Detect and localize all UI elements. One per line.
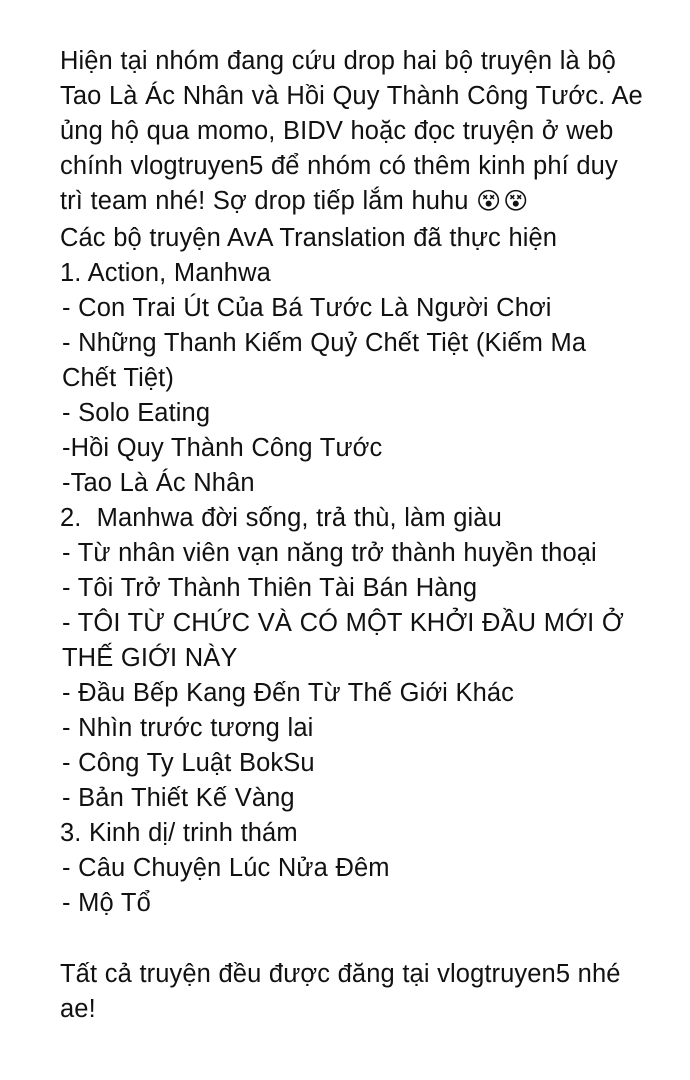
list-item: - Mộ Tổ [62,889,151,917]
list-item: - Những Thanh Kiếm Quỷ Chết Tiệt (Kiếm Ma Chết Tiệt) [62,329,594,392]
list-item: - Bản Thiết Kế Vàng [62,784,295,812]
list-item: - Đầu Bếp Kang Đến Từ Thế Giới Khác [62,679,515,707]
section-2-heading: 2. Manhwa đời sống, trả thù, làm giàu [60,504,502,532]
announcement-text-block [60,44,644,1027]
list-item: - Solo Eating [62,399,211,427]
list-item: - Công Ty Luật BokSu [62,749,315,777]
section-1-heading: 1. Action, Manhwa [60,259,271,287]
section-3-heading: 3. Kinh dị/ trinh thám [60,819,298,847]
list-item: -Hồi Quy Thành Công Tước [62,434,383,462]
list-item: - Câu Chuyện Lúc Nửa Đêm [62,854,390,882]
list-item: -Tao Là Ác Nhân [62,469,255,497]
subtitle-line: Các bộ truyện AvA Translation đã thực hiện [60,224,558,252]
list-item: - TÔI TỪ CHỨC VÀ CÓ MỘT KHỞI ĐẦU MỚI Ở THẾ GIỚI NÀY [62,609,631,672]
intro-paragraph-text: Hiện tại nhóm đang cứu drop hai bộ truyện là bộ Tao Là Ác Nhân và Hồi Quy Thành Công Tước. Ae ủng hộ qua momo, BIDV hoặc đọc truyện ở web chính vlogtruyen5 để nhóm có thêm kinh phí duy trì team nhé! Sợ drop tiếp lắm huhu [60,47,643,215]
footer-note: Tất cả truyện đều được đăng tại vlogtruyen5 nhé ae! [60,960,629,1023]
list-item: - Nhìn trước tương lai [62,714,314,742]
paragraph-spacer [60,921,644,957]
list-item: - Con Trai Út Của Bá Tước Là Người Chơi [62,294,552,322]
intro-paragraph [60,44,644,219]
dizzy-face-emoji: 😵😵 [476,187,531,215]
list-item: - Từ nhân viên vạn năng trở thành huyền thoại [62,539,597,567]
list-item: - Tôi Trở Thành Thiên Tài Bán Hàng [62,574,478,602]
